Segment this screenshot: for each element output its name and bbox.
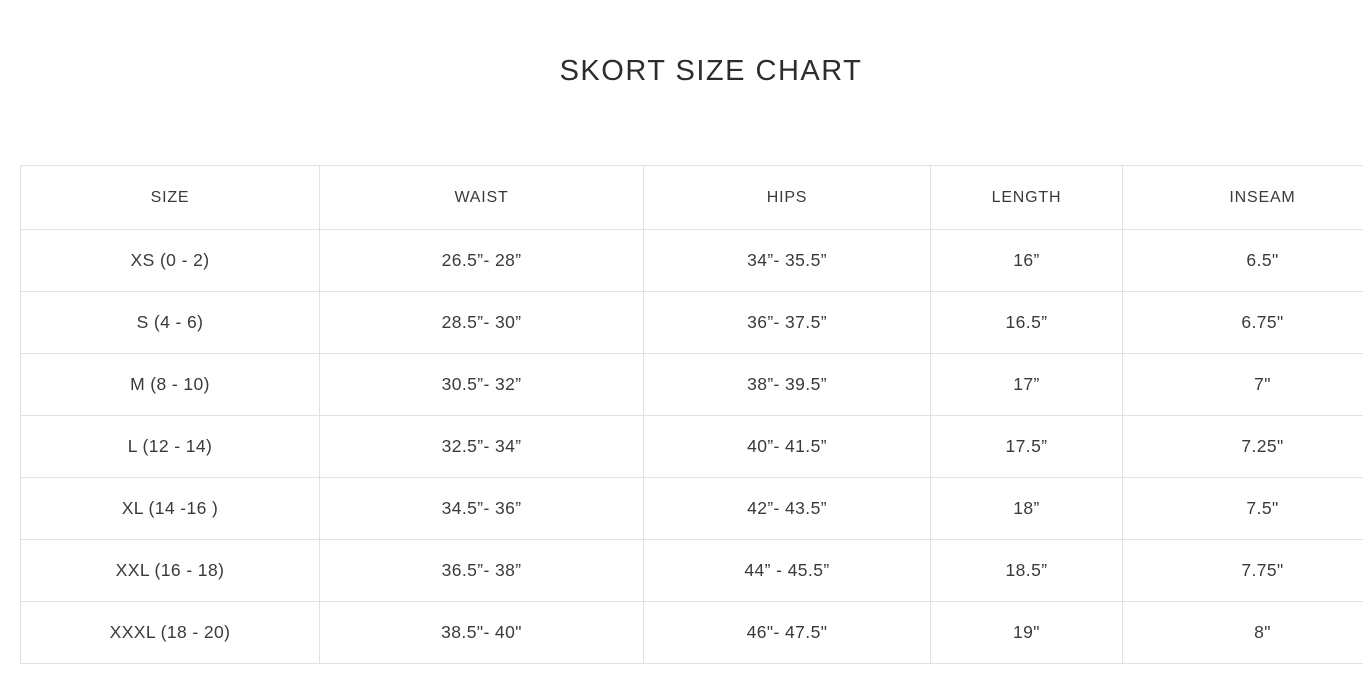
cell-hips: 40”- 41.5”	[644, 416, 931, 478]
table-row-xxxl	[21, 602, 1363, 664]
cell-length: 18.5”	[931, 540, 1123, 602]
cell-inseam: 6.75"	[1123, 292, 1363, 354]
cell-length: 17.5”	[931, 416, 1123, 478]
column-header-size: SIZE	[21, 166, 320, 230]
cell-hips: 34”- 35.5”	[644, 230, 931, 292]
cell-inseam: 7"	[1123, 354, 1363, 416]
cell-waist: 32.5”- 34”	[320, 416, 644, 478]
page-title: SKORT SIZE CHART	[559, 55, 863, 87]
table-row-xxl	[21, 540, 1363, 602]
cell-size: M (8 - 10)	[21, 354, 320, 416]
column-header-length: LENGTH	[931, 166, 1123, 230]
cell-waist: 30.5”- 32”	[320, 354, 644, 416]
cell-length: 16.5”	[931, 292, 1123, 354]
table-row-xs	[21, 230, 1363, 292]
cell-length: 16”	[931, 230, 1123, 292]
cell-size: XXXL (18 - 20)	[21, 602, 320, 664]
cell-inseam: 8"	[1123, 602, 1363, 664]
table-row-m	[21, 354, 1363, 416]
cell-hips: 36”- 37.5”	[644, 292, 931, 354]
cell-size: XS (0 - 2)	[21, 230, 320, 292]
cell-waist: 34.5”- 36”	[320, 478, 644, 540]
cell-waist: 28.5”- 30”	[320, 292, 644, 354]
column-header-inseam: INSEAM	[1123, 166, 1363, 230]
cell-waist: 38.5"- 40"	[320, 602, 644, 664]
cell-waist: 36.5”- 38”	[320, 540, 644, 602]
column-header-waist: WAIST	[320, 166, 644, 230]
size-chart-table	[20, 165, 1363, 664]
table-row-s	[21, 292, 1363, 354]
cell-hips: 44” - 45.5”	[644, 540, 931, 602]
cell-inseam: 6.5"	[1123, 230, 1363, 292]
cell-length: 17”	[931, 354, 1123, 416]
header-row	[21, 166, 1363, 230]
table-row-l	[21, 416, 1363, 478]
cell-size: L (12 - 14)	[21, 416, 320, 478]
table-row-xl	[21, 478, 1363, 540]
cell-length: 18”	[931, 478, 1123, 540]
cell-size: S (4 - 6)	[21, 292, 320, 354]
cell-hips: 46"- 47.5"	[644, 602, 931, 664]
cell-inseam: 7.5"	[1123, 478, 1363, 540]
cell-inseam: 7.75"	[1123, 540, 1363, 602]
cell-inseam: 7.25"	[1123, 416, 1363, 478]
cell-size: XL (14 -16 )	[21, 478, 320, 540]
cell-length: 19"	[931, 602, 1123, 664]
cell-waist: 26.5”- 28”	[320, 230, 644, 292]
column-header-hips: HIPS	[644, 166, 931, 230]
cell-size: XXL (16 - 18)	[21, 540, 320, 602]
cell-hips: 38”- 39.5”	[644, 354, 931, 416]
cell-hips: 42”- 43.5”	[644, 478, 931, 540]
